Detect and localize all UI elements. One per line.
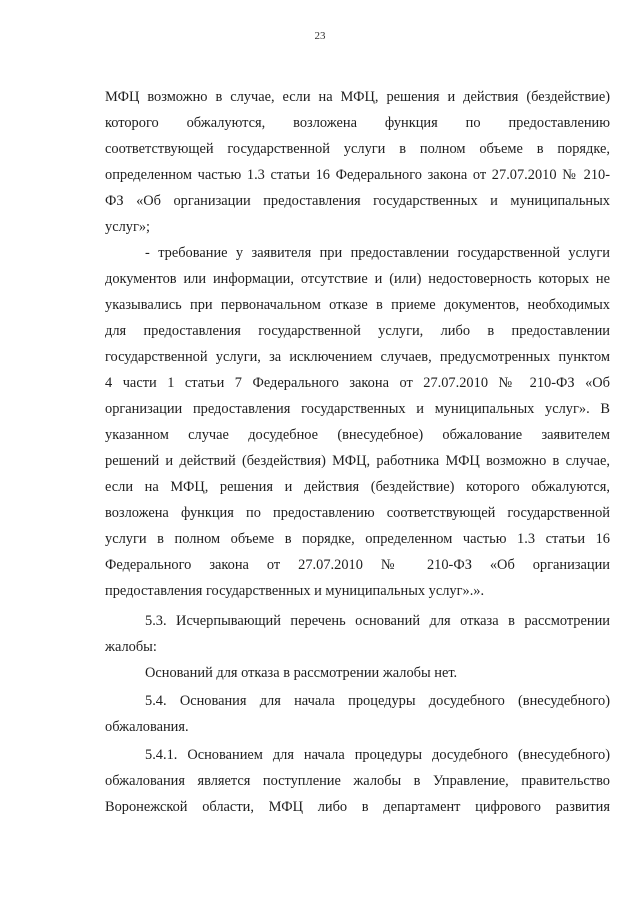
text-line: ФЗ «Об организации предоставления государственных и муниципальных — [105, 193, 610, 209]
text-line: возложена функция по предоставлению соответствующей государственной — [105, 505, 610, 521]
text-line: услуг»; — [105, 219, 151, 235]
text-line: Федерального закона от 27.07.2010 № 210-ФЗ «Об организации — [105, 557, 610, 573]
text-line: предоставления государственных и муниципальных услуг».». — [105, 583, 485, 599]
text-line: 4 части 1 статьи 7 Федерального закона от 27.07.2010 № 210-ФЗ «Об — [105, 375, 610, 391]
text-line: 5.4. Основания для начала процедуры досудебного (внесудебного) — [145, 693, 610, 709]
text-line: МФЦ возможно в случае, если на МФЦ, решения и действия (бездействие) — [105, 89, 610, 105]
text-line: которого обжалуются, возложена функция по предоставлению — [105, 115, 610, 131]
text-line: жалобы: — [105, 639, 157, 655]
text-line: Оснований для отказа в рассмотрении жалобы нет. — [145, 665, 458, 681]
text-line: решений и действий (бездействия) МФЦ, работника МФЦ возможно в случае, — [105, 453, 610, 469]
text-line: государственной услуги, за исключением случаев, предусмотренных пунктом — [105, 349, 610, 365]
text-line: 5.4.1. Основанием для начала процедуры досудебного (внесудебного) — [145, 747, 610, 763]
text-line: документов или информации, отсутствие и (или) недостоверность которых не — [105, 271, 610, 287]
text-line: если на МФЦ, решения и действия (бездействие) которого обжалуются, — [105, 479, 610, 495]
page-number: 23 — [314, 30, 326, 42]
text-line: соответствующей государственной услуги в полном объеме в порядке, — [105, 141, 610, 157]
text-line: для предоставления государственной услуги, либо в предоставлении — [105, 323, 610, 339]
text-line: услуги в полном объеме в порядке, определенном частью 1.3 статьи 16 — [105, 531, 610, 547]
text-line: указанном случае досудебное (внесудебное) обжалование заявителем — [105, 427, 610, 443]
text-line: определенном частью 1.3 статьи 16 Федерального закона от 27.07.2010 № 210- — [105, 167, 610, 183]
text-line: Воронежской области, МФЦ либо в департамент цифрового развития — [105, 799, 610, 815]
text-line: организации предоставления государственных и муниципальных услуг». В — [105, 401, 610, 417]
text-line: обжалования. — [105, 719, 189, 735]
text-line: обжалования является поступление жалобы в Управление, правительство — [105, 773, 610, 789]
text-line: 5.3. Исчерпывающий перечень оснований для отказа в рассмотрении — [145, 613, 610, 629]
text-line: - требование у заявителя при предоставлении государственной услуги — [145, 245, 610, 261]
text-line: указывались при первоначальном отказе в приеме документов, необходимых — [105, 297, 610, 313]
